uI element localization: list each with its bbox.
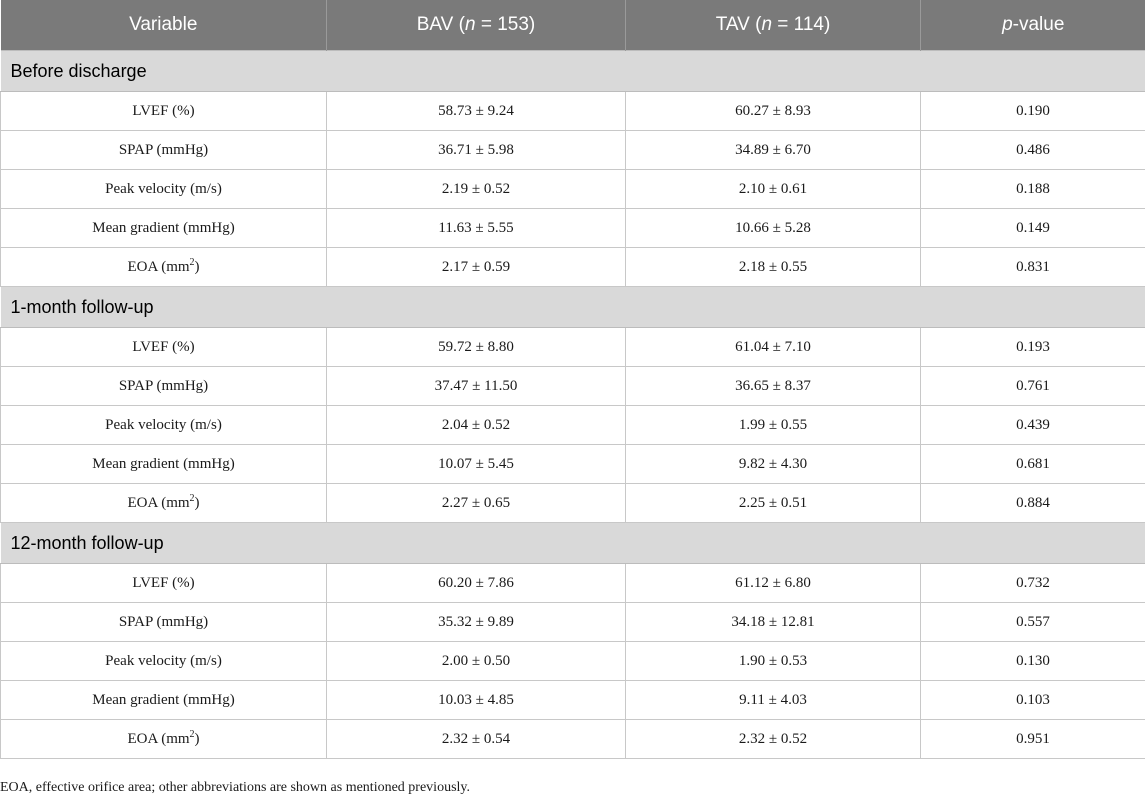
table-row (1, 92, 1145, 131)
header-bav-n: n (464, 14, 476, 35)
cell-bav: 11.63 ± 5.55 (327, 209, 626, 248)
table-row (1, 603, 1145, 642)
table-row (1, 248, 1145, 287)
cell-p-value: 0.130 (921, 642, 1145, 681)
section-title: 1-month follow-up (1, 287, 1145, 328)
cell-tav: 1.90 ± 0.53 (626, 642, 921, 681)
header-bav (327, 0, 626, 51)
cell-p-value: 0.193 (921, 328, 1145, 367)
cell-bav: 36.71 ± 5.98 (327, 131, 626, 170)
cell-variable (1, 406, 327, 445)
cell-p-value: 0.190 (921, 92, 1145, 131)
cell-tav: 60.27 ± 8.93 (626, 92, 921, 131)
variable-label: EOA (mm (127, 258, 190, 275)
cell-p-value: 0.103 (921, 681, 1145, 720)
section-title: Before discharge (1, 51, 1145, 92)
header-row (1, 0, 1145, 51)
cell-p-value: 0.681 (921, 445, 1145, 484)
cell-variable (1, 209, 327, 248)
cell-tav: 9.82 ± 4.30 (626, 445, 921, 484)
variable-label: LVEF (%) (132, 102, 195, 119)
variable-superscript: 2 (189, 256, 195, 268)
cell-bav: 2.19 ± 0.52 (327, 170, 626, 209)
cell-bav: 60.20 ± 7.86 (327, 564, 626, 603)
table-row (1, 445, 1145, 484)
header-bav-prefix: BAV ( (416, 14, 465, 35)
variable-close-paren: ) (194, 494, 200, 511)
variable-superscript: 2 (189, 492, 195, 504)
cell-tav: 2.25 ± 0.51 (626, 484, 921, 523)
header-p-value (921, 0, 1145, 51)
cell-tav: 34.18 ± 12.81 (626, 603, 921, 642)
variable-label: EOA (mm (127, 730, 190, 747)
cell-p-value: 0.831 (921, 248, 1145, 287)
header-tav-prefix: TAV ( (715, 14, 762, 35)
cell-variable (1, 484, 327, 523)
variable-superscript: 2 (189, 728, 195, 740)
header-tav (626, 0, 921, 51)
table-row (1, 209, 1145, 248)
table-row (1, 720, 1145, 759)
variable-label: Mean gradient (mmHg) (92, 691, 235, 708)
table-body (1, 51, 1145, 759)
cell-tav: 9.11 ± 4.03 (626, 681, 921, 720)
cell-p-value: 0.149 (921, 209, 1145, 248)
table-row (1, 484, 1145, 523)
cell-tav: 36.65 ± 8.37 (626, 367, 921, 406)
cell-tav: 2.18 ± 0.55 (626, 248, 921, 287)
cell-bav: 2.27 ± 0.65 (327, 484, 626, 523)
cell-variable (1, 248, 327, 287)
cell-bav: 59.72 ± 8.80 (327, 328, 626, 367)
cell-bav: 10.03 ± 4.85 (327, 681, 626, 720)
cell-bav: 35.32 ± 9.89 (327, 603, 626, 642)
cell-p-value: 0.732 (921, 564, 1145, 603)
cell-p-value: 0.884 (921, 484, 1145, 523)
variable-label: EOA (mm (127, 494, 190, 511)
header-tav-suffix: = 114) (772, 14, 831, 35)
variable-label: Mean gradient (mmHg) (92, 219, 235, 236)
cell-p-value: 0.486 (921, 131, 1145, 170)
header-bav-suffix: = 153) (475, 14, 536, 35)
table-row (1, 406, 1145, 445)
table-row (1, 328, 1145, 367)
variable-label: SPAP (mmHg) (118, 377, 209, 394)
cell-bav: 2.00 ± 0.50 (327, 642, 626, 681)
cell-variable (1, 564, 327, 603)
cell-bav: 10.07 ± 5.45 (327, 445, 626, 484)
cell-variable (1, 603, 327, 642)
table-row (1, 367, 1145, 406)
table-row (1, 131, 1145, 170)
variable-close-paren: ) (194, 258, 200, 275)
cell-p-value: 0.557 (921, 603, 1145, 642)
cell-variable (1, 720, 327, 759)
cell-variable (1, 681, 327, 720)
cell-tav: 10.66 ± 5.28 (626, 209, 921, 248)
cell-variable (1, 170, 327, 209)
cell-variable (1, 445, 327, 484)
section-header-row (1, 287, 1145, 328)
section-header-row (1, 523, 1145, 564)
cell-p-value: 0.188 (921, 170, 1145, 209)
cell-tav: 2.10 ± 0.61 (626, 170, 921, 209)
header-p-italic: p (1002, 14, 1013, 35)
table-row (1, 681, 1145, 720)
cell-variable (1, 367, 327, 406)
header-variable-label: Variable (129, 14, 198, 35)
cell-tav: 61.04 ± 7.10 (626, 328, 921, 367)
cell-p-value: 0.439 (921, 406, 1145, 445)
variable-label: SPAP (mmHg) (118, 141, 209, 158)
table-row (1, 170, 1145, 209)
variable-label: Peak velocity (m/s) (105, 652, 222, 669)
cell-bav: 2.17 ± 0.59 (327, 248, 626, 287)
header-tav-n: n (761, 14, 773, 35)
cell-p-value: 0.951 (921, 720, 1145, 759)
variable-label: LVEF (%) (132, 574, 195, 591)
table-header (1, 0, 1145, 51)
cell-tav: 34.89 ± 6.70 (626, 131, 921, 170)
variable-label: Mean gradient (mmHg) (92, 455, 235, 472)
cell-p-value: 0.761 (921, 367, 1145, 406)
variable-label: Peak velocity (m/s) (105, 180, 222, 197)
header-variable (1, 0, 327, 51)
cell-variable (1, 642, 327, 681)
header-p-rest: -value (1012, 14, 1065, 35)
section-header-row (1, 51, 1145, 92)
cell-variable (1, 328, 327, 367)
section-title: 12-month follow-up (1, 523, 1145, 564)
variable-label: SPAP (mmHg) (118, 613, 209, 630)
cell-bav: 58.73 ± 9.24 (327, 92, 626, 131)
variable-label: LVEF (%) (132, 338, 195, 355)
cell-tav: 1.99 ± 0.55 (626, 406, 921, 445)
table-row (1, 564, 1145, 603)
cell-bav: 37.47 ± 11.50 (327, 367, 626, 406)
variable-label: Peak velocity (m/s) (105, 416, 222, 433)
cell-bav: 2.32 ± 0.54 (327, 720, 626, 759)
cell-tav: 61.12 ± 6.80 (626, 564, 921, 603)
table-row (1, 642, 1145, 681)
cell-bav: 2.04 ± 0.52 (327, 406, 626, 445)
cell-variable (1, 131, 327, 170)
variable-close-paren: ) (194, 730, 200, 747)
cell-variable (1, 92, 327, 131)
table-footnote: EOA, effective orifice area; other abbreviations are shown as mentioned previously. (0, 780, 470, 795)
cell-tav: 2.32 ± 0.52 (626, 720, 921, 759)
